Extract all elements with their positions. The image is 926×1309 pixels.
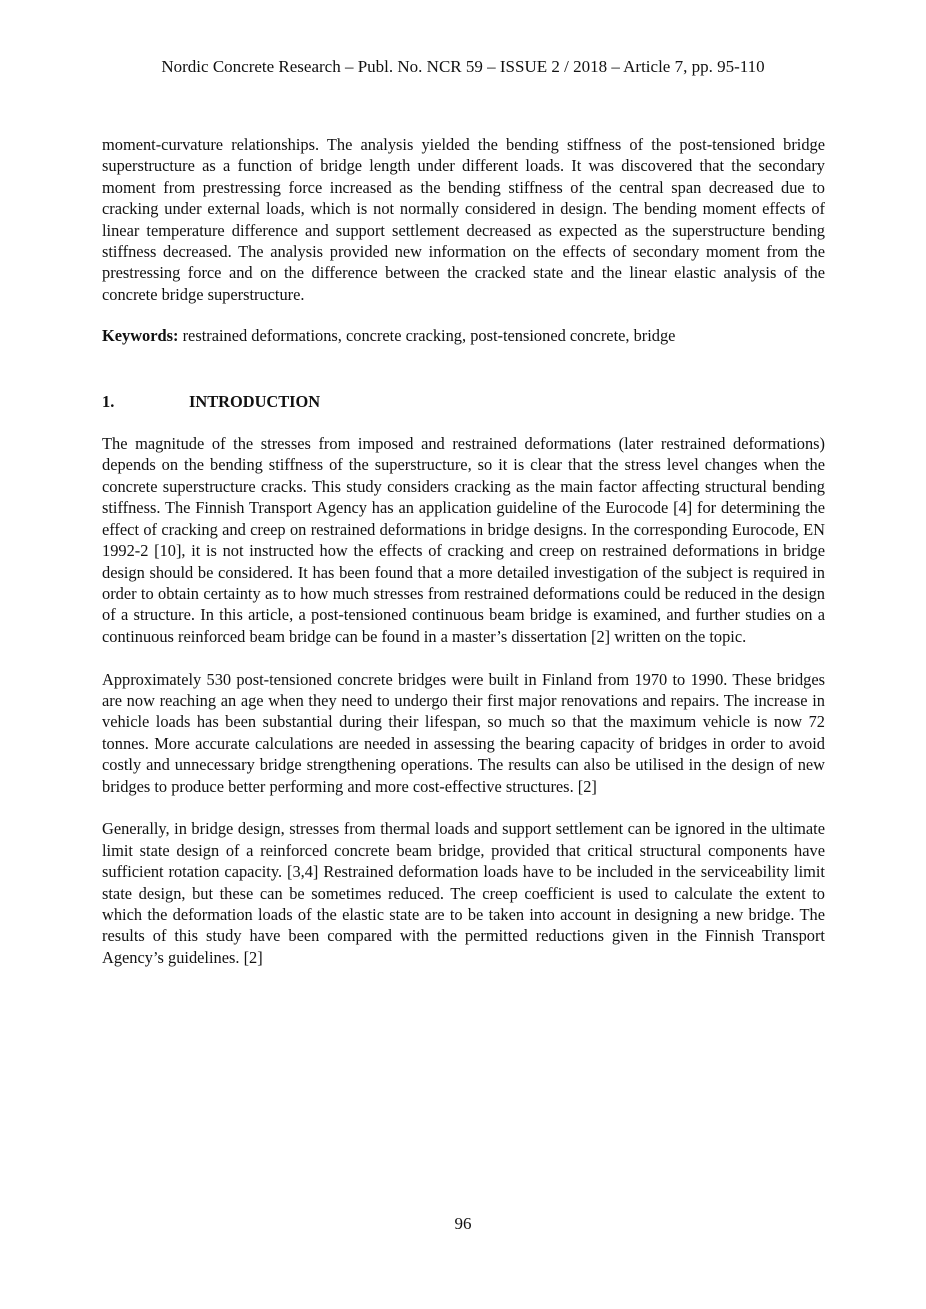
section-number: 1. <box>102 391 115 411</box>
abstract-continuation: moment-curvature relationships. The analysis yielded the bending stiffness of the post-tensioned bridge superstructure as a function of bridge length under different loads. It was discovered that the secondary moment from prestressing force increased as the bending stiffness of the central span decreased due to cracking under external loads, which is not normally considered in design. The bending moment effects of linear temperature difference and support settlement decreased as expected as the superstructure bending stiffness decreased. The analysis provided new information on the effects of secondary moment from the prestressing force and on the difference between the cracked state and the linear elastic analysis of the concrete bridge superstructure. <box>102 135 825 304</box>
running-header: Nordic Concrete Research – Publ. No. NCR 59 – ISSUE 2 / 2018 – Article 7, pp. 95-110 <box>161 57 765 76</box>
intro-paragraph-2: Approximately 530 post-tensioned concrete bridges were built in Finland from 1970 to 1990. These bridges are now reaching an age when they need to undergo their first major renovations and repairs. The increase in vehicle loads has been substantial during their lifespan, so much so that the maximum vehicle is now 72 tonnes. More accurate calculations are needed in assessing the bearing capacity of bridges in order to avoid costly and unnecessary bridge strengthening operations. The results can also be utilised in the design of new bridges to produce better performing and more cost-effective structures. [2] <box>102 669 825 796</box>
page-number: 96 <box>454 1214 472 1233</box>
keywords-label: Keywords: <box>102 326 179 346</box>
section-title: INTRODUCTION <box>189 391 321 411</box>
keywords-line <box>102 325 825 346</box>
article-body <box>102 134 825 990</box>
section-heading <box>102 391 825 412</box>
intro-paragraph-3: Generally, in bridge design, stresses from thermal loads and support settlement can be ignored in the ultimate limit state design of a reinforced concrete beam bridge, provided that critical structural components have sufficient rotation capacity. [3,4] Restrained deformation loads have to be included in the serviceability limit state design, but these can be sometimes reduced. The creep coefficient is used to calculate the extent to which the deformation loads of the elastic state are to be taken into account in designing a new bridge. The results of this study have been compared with the permitted reductions given in the Finnish Transport Agency’s guidelines. [2] <box>102 819 825 967</box>
intro-paragraph-1: The magnitude of the stresses from imposed and restrained deformations (later restrained deformations) depends on the bending stiffness of the superstructure, so it is clear that the stress level changes when the concrete superstructure cracks. This study considers cracking as the main factor affecting structural bending stiffness. The Finnish Transport Agency has an application guideline of the Eurocode [4] for determining the effect of cracking and creep on restrained deformations in bridge designs. In the corresponding Eurocode, EN 1992-2 [10], it is not instructed how the effects of cracking and creep on restrained deformations in bridge design should be considered. It has been found that a more detailed investigation of the subject is required in order to obtain certainty as to how much stresses from restrained deformations could be reduced in the design of a structure. In this article, a post-tensioned continuous beam bridge is examined, and further studies on a continuous reinforced beam bridge can be found in a master’s dissertation [2] written on the topic. <box>102 434 825 646</box>
keywords-text: restrained deformations, concrete cracking, post-tensioned concrete, bridge <box>178 326 676 346</box>
